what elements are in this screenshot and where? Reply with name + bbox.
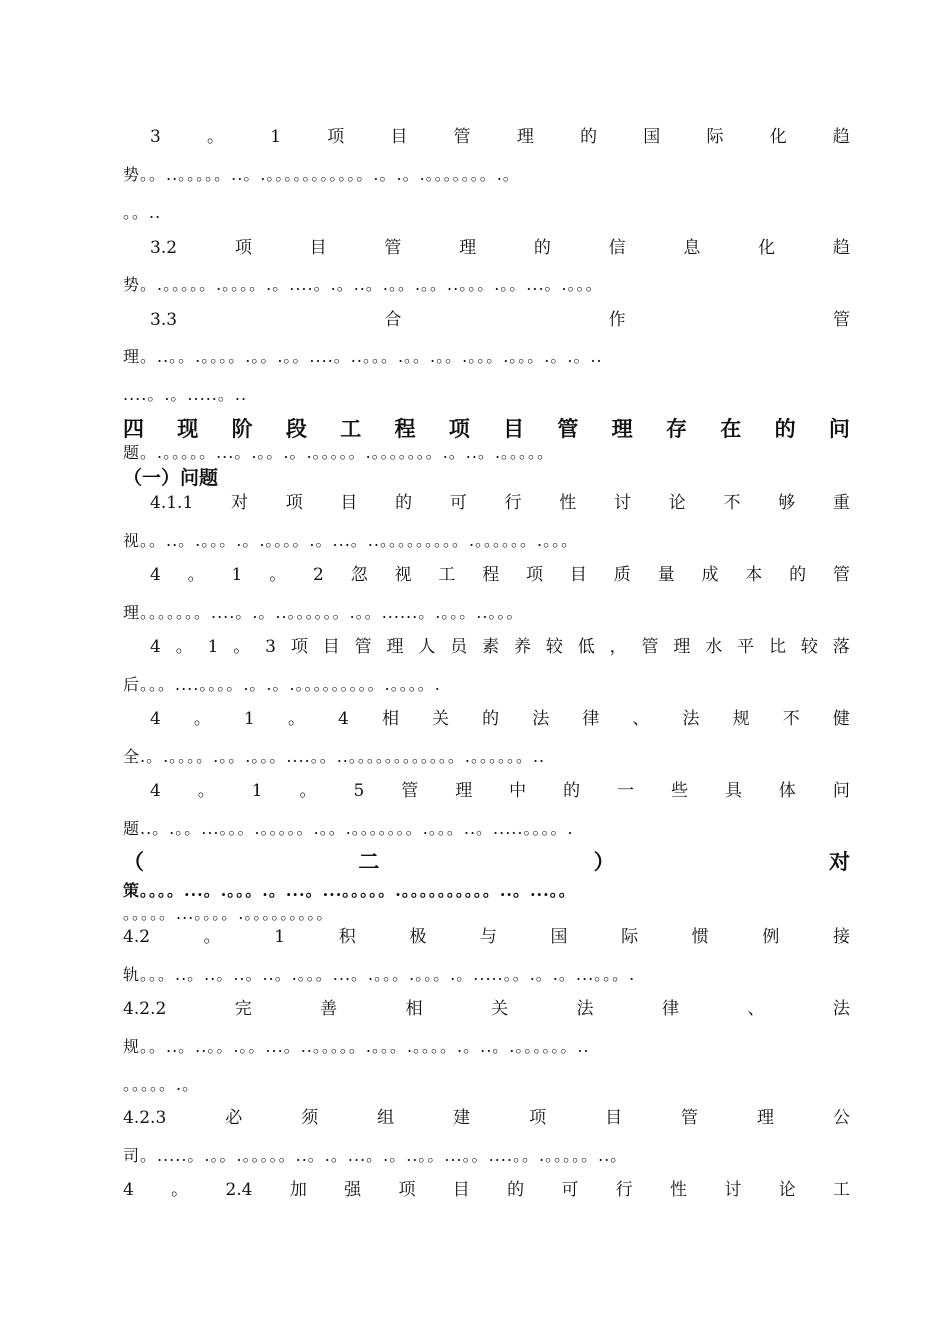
toc-line [123,920,850,954]
toc-token: 员 [450,637,468,657]
toc-leader: 。。。。。.。 [123,1075,200,1094]
toc-token: 管 [641,637,659,657]
toc-token: 管 [832,310,850,330]
toc-line [150,303,850,337]
toc-token: 规 [732,709,750,729]
toc-token: 3 [265,637,276,657]
toc-token: 目 [309,238,327,258]
toc-token: 。 [207,127,225,147]
toc-token: 1 [270,127,282,147]
toc-token: 2.4 [225,1180,253,1200]
toc-token: 管 [384,238,402,258]
toc-token: 问 [832,781,850,801]
toc-token: 够 [778,493,796,513]
toc-token: 行 [615,1180,633,1200]
toc-token: 1 [251,781,263,801]
toc-token: 成 [701,565,719,585]
toc-token: 国 [643,127,661,147]
toc-token: 重 [832,493,850,513]
toc-token: 的 [395,493,413,513]
toc-leader: 策。。。。...。.。。。.。...。...。。。。。.。。。。。。。。。。..。...。。 [123,881,576,900]
toc-token: 人 [418,637,436,657]
toc-token: 化 [769,127,787,147]
toc-token: 理 [673,637,691,657]
toc-token: 养 [513,637,531,657]
toc-token: 程 [394,417,416,441]
toc-token: 论 [668,493,686,513]
toc-token: 4 [150,565,161,585]
toc-token: 项 [327,127,345,147]
toc-token: 本 [745,565,763,585]
toc-token: 项 [234,238,252,258]
toc-token: 。 [171,1180,189,1200]
toc-token: 极 [409,927,427,947]
toc-token: 目 [605,1108,623,1128]
toc-token: 二 [358,850,380,874]
toc-token: 须 [301,1108,319,1128]
toc-token: 与 [479,927,497,947]
toc-token: 合 [384,310,402,330]
toc-token: 一 [617,781,635,801]
toc-token: 。 [269,565,287,585]
toc-token: 管 [354,637,372,657]
toc-token: 。 [233,637,251,657]
toc-token: 的 [563,781,581,801]
toc-token: 目 [569,565,587,585]
toc-token: 关 [432,709,450,729]
toc-token: 理 [455,781,473,801]
toc-token: 1 [207,637,219,657]
toc-token: 4 [150,709,161,729]
toc-leader: 势。。..。。。。。..。.。。。。。。。。。。。.。.。.。。。。。。。.。 [123,165,520,184]
toc-token: 4.1.1 [150,493,194,513]
toc-token: 法 [682,709,700,729]
toc-token: 低 [577,637,595,657]
toc-leader: 视。。..。.。。。.。.。。。。.。...。..。。。。。。。。。.。。。。。。.。。。 [123,531,579,550]
toc-token: 3 [150,127,161,147]
toc-token: 4 [150,781,161,801]
toc-token: 性 [559,493,577,513]
toc-token: 水 [705,637,723,657]
toc-token: 目 [340,493,358,513]
toc-token: 。 [197,781,215,801]
toc-leader: 。。。。。...。。。。.。。。。。。。。。 [123,904,334,923]
toc-leader: 理。..。。.。。。。.。。.。。....。..。。。.。。.。。.。。。.。。。.。.。.. [123,347,603,366]
toc-token: 善 [320,999,338,1019]
toc-token: 理 [459,238,477,258]
toc-token: ） [593,850,615,874]
toc-token: 问 [828,417,850,441]
toc-leader: 理。。。。。。。....。.。..。。。。。。.。。......。.。。。..。。。 [123,603,524,622]
toc-section-heading[interactable]: （一）问题 [123,467,219,489]
toc-token: 的 [533,238,551,258]
toc-token: 工 [438,565,456,585]
toc-token: 的 [507,1180,525,1200]
toc-token: 国 [550,927,568,947]
toc-token: 落 [832,637,850,657]
toc-token: 相 [381,709,399,729]
toc-token: 存 [665,417,687,441]
toc-token: 的 [789,565,807,585]
toc-leader: ....。.。.....。.. [123,385,248,404]
toc-token: 。 [175,637,193,657]
toc-token: 关 [491,999,509,1019]
toc-token: 项 [290,637,308,657]
toc-token: 工 [340,417,362,441]
toc-token: 比 [768,637,786,657]
toc-line [123,1173,850,1207]
toc-token: 项 [448,417,470,441]
toc-token: 项 [526,565,544,585]
toc-token: 具 [724,781,742,801]
toc-token: 较 [545,637,563,657]
toc-token: 2 [313,565,324,585]
toc-leader: 全.。.。。。。.。。.。。。....。。..。。。。。。。。。。。。.。。。。。。.. [123,747,546,766]
toc-token: 目 [452,1180,470,1200]
toc-token: 体 [778,781,796,801]
toc-leader: 规。。..。..。。.。。...。..。。。。。.。。。.。。。。.。..。.。。。。。。.. [123,1037,590,1056]
toc-line [150,120,850,154]
toc-token: 管 [681,1108,699,1128]
toc-token: 素 [482,637,500,657]
toc-line [150,630,850,664]
toc-token: 惯 [691,927,709,947]
toc-token: 积 [338,927,356,947]
toc-leader: 后。。。....。。。。.。.。.。。。。。。。。。.。。。。. [123,675,441,694]
toc-token: 管 [832,565,850,585]
toc-token: 理 [516,127,534,147]
toc-token: 的 [580,127,598,147]
toc-line [150,702,850,736]
toc-token: 法 [532,709,550,729]
toc-token: 四 [123,417,144,441]
toc-token: 阶 [231,417,253,441]
toc-token: 趋 [832,127,850,147]
toc-token: 在 [720,417,742,441]
toc-line [123,992,850,1026]
toc-token: 法 [832,999,850,1019]
toc-token: 例 [762,927,780,947]
toc-token: 中 [509,781,527,801]
toc-token: 接 [832,927,850,947]
toc-token: 理 [757,1108,775,1128]
toc-token: 的 [774,417,796,441]
toc-token: 公 [832,1108,850,1128]
toc-token: 目 [503,417,525,441]
toc-token: 。 [187,565,205,585]
toc-token: 论 [778,1180,796,1200]
toc-token: 律 [661,999,679,1019]
toc-token: 4.2.2 [123,999,167,1019]
toc-token: 管 [557,417,579,441]
toc-token: 不 [723,493,741,513]
toc-token: 4 [150,637,161,657]
toc-token: 些 [671,781,689,801]
toc-line [150,231,850,265]
toc-leader: 。。.. [123,203,162,222]
toc-leader: 题..。.。。...。。。.。。。。。.。。.。。。。。。。.。。。..。.....。。。。. [123,819,574,838]
toc-token: 必 [225,1108,243,1128]
toc-token: 讨 [614,493,632,513]
toc-token: 、 [632,709,650,729]
toc-token: 息 [683,238,701,258]
toc-token: 忽 [350,565,368,585]
toc-token: 视 [394,565,412,585]
toc-line [150,558,850,592]
toc-token: 1 [244,709,255,729]
toc-token: 4.2 [123,927,151,947]
toc-line [150,774,850,808]
toc-token: 可 [561,1180,579,1200]
toc-token: 加 [289,1180,307,1200]
toc-token: 建 [453,1108,471,1128]
toc-token: 性 [670,1180,687,1200]
toc-token: 工 [832,1180,850,1200]
toc-token: 完 [234,999,252,1019]
toc-token: 化 [758,238,776,258]
toc-leader: 司。.....。.。。.。。。。。..。.。...。.。..。。...。。....。。.。。。。。..。 [123,1146,628,1165]
toc-token: 强 [344,1180,362,1200]
toc-token: 管 [401,781,419,801]
toc-token: 段 [285,417,307,441]
toc-token: 理 [386,637,404,657]
toc-token: 项 [529,1108,547,1128]
toc-token: 讨 [724,1180,742,1200]
toc-token: 际 [706,127,724,147]
toc-token: 趋 [832,238,850,258]
toc-leader: 势。.。。。。。.。。。。.。....。.。..。.。。.。。..。。。.。。...。.。。。 [123,275,603,294]
toc-token: ， [609,637,627,657]
toc-token: 4.2.3 [123,1108,167,1128]
toc-token: 较 [800,637,818,657]
toc-token: 健 [832,709,850,729]
toc-token: 1 [274,927,286,947]
toc-token: 相 [405,999,423,1019]
toc-token: 现 [177,417,199,441]
toc-token: （ [123,850,144,874]
toc-token: 组 [377,1108,395,1128]
toc-token: 。 [299,781,317,801]
toc-token: 。 [193,709,211,729]
toc-token: 1 [231,565,243,585]
toc-token: 对 [828,850,850,874]
toc-line [150,486,850,520]
toc-token: 目 [322,637,340,657]
toc-token: 量 [657,565,675,585]
toc-token: 程 [482,565,500,585]
toc-token: 项 [398,1180,416,1200]
toc-token: 。 [287,709,305,729]
toc-token: 3.2 [150,238,178,258]
toc-leader: 题。.。。。。。...。.。。.。.。。。。。.。。。。。。。.。..。.。。。。。 [123,443,555,462]
toc-token: 5 [353,781,365,801]
toc-leader: 轨。。。..。..。..。..。.。。。...。.。。。.。。。.。.....。。.。.。...。。。. [123,965,636,984]
toc-token: 可 [449,493,467,513]
toc-token: 平 [737,637,755,657]
toc-token: 对 [230,493,248,513]
toc-token: 4 [123,1180,134,1200]
toc-token: 的 [482,709,500,729]
toc-token: 项 [285,493,303,513]
toc-token: 3.3 [150,310,178,330]
toc-token: 作 [608,310,626,330]
toc-token: 理 [611,417,633,441]
toc-token: 法 [576,999,594,1019]
toc-token: 不 [782,709,800,729]
toc-token: 目 [390,127,408,147]
toc-token: 际 [621,927,639,947]
toc-token: 行 [504,493,522,513]
toc-token: 管 [453,127,471,147]
toc-token: 律 [582,709,600,729]
toc-token: 。 [203,927,221,947]
toc-token: 、 [747,999,765,1019]
toc-token: 质 [613,565,631,585]
toc-token: 4 [338,709,349,729]
toc-token: 信 [608,238,626,258]
toc-line [123,1101,850,1135]
